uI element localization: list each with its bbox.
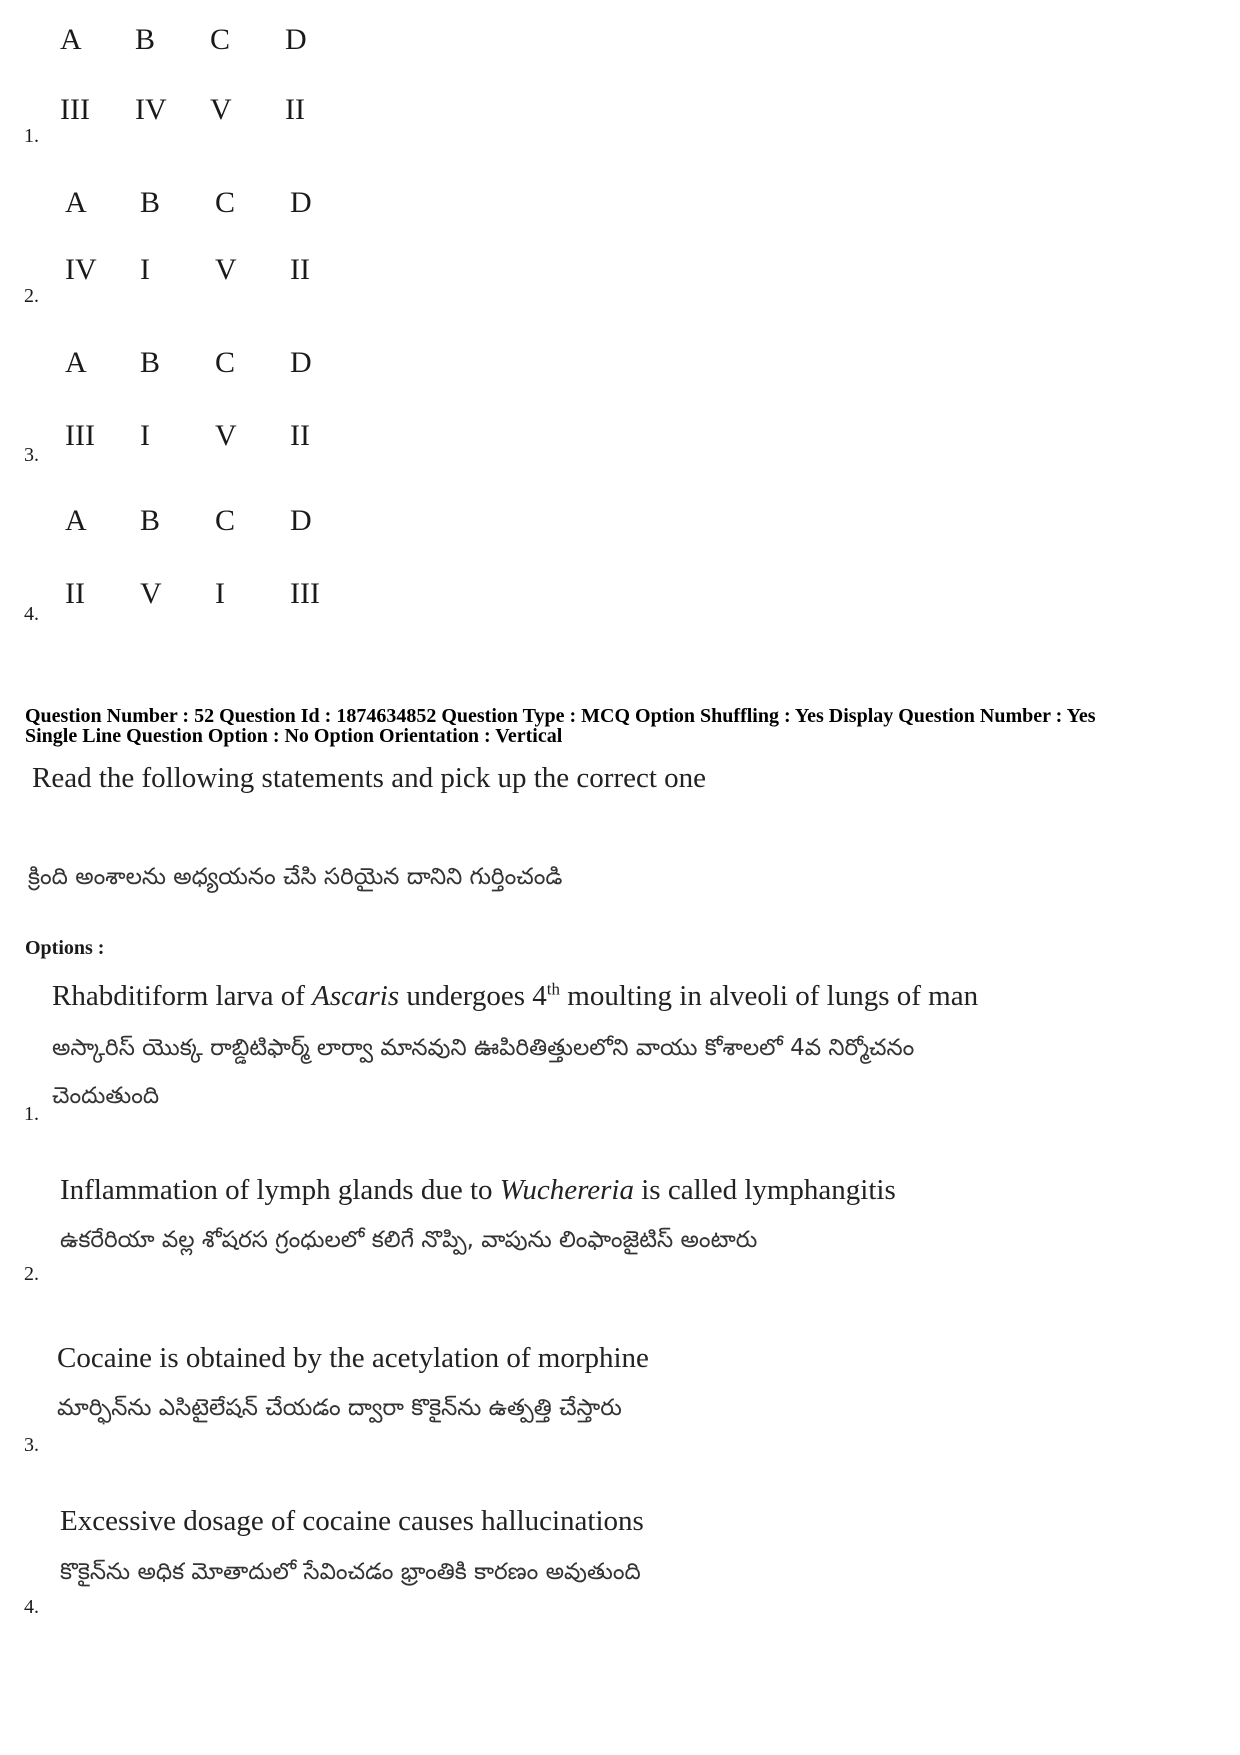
option-text-english <box>52 978 978 1014</box>
ordinal-superscript: th <box>546 979 561 999</box>
match-value: II <box>285 93 305 126</box>
match-header: A <box>65 346 87 379</box>
option-number: 2. <box>24 1263 39 1285</box>
option-text-segment: moulting in alveoli of lungs of man <box>560 980 979 1012</box>
option-number: 3. <box>24 444 39 466</box>
match-header: D <box>290 346 312 379</box>
option-number: 1. <box>24 125 39 147</box>
question-meta-line-2: Single Line Question Option : No Option Orientation : Vertical <box>25 725 563 747</box>
match-value: IV <box>135 93 167 126</box>
option-number: 1. <box>24 1103 39 1125</box>
option-text-telugu-continued: చెందుతుంది <box>52 1083 160 1109</box>
match-header: C <box>215 186 236 219</box>
option-text-segment: is called lymphangitis <box>634 1174 896 1206</box>
match-header: A <box>60 23 82 56</box>
match-header-row <box>60 20 340 60</box>
option-text-english: Excessive dosage of cocaine causes hallucinations <box>60 1505 644 1537</box>
match-value: V <box>215 419 237 452</box>
question-text-telugu: క్రింది అంశాలను అధ్యయనం చేసి సరియైన దానిని గుర్తించండి <box>28 864 563 890</box>
option-text-telugu: కొకైన్‌ను అధిక మోతాదులో సేవించడం భ్రాంతికి కారణం అవుతుంది <box>60 1559 641 1585</box>
match-header-row <box>60 183 340 223</box>
match-header-row <box>60 501 340 541</box>
match-header: C <box>210 23 231 56</box>
match-header: B <box>135 23 156 56</box>
option-number: 2. <box>24 285 39 307</box>
option-number: 4. <box>24 603 39 625</box>
match-value: I <box>140 419 150 452</box>
match-value: V <box>210 93 232 126</box>
match-header: C <box>215 504 236 537</box>
match-value-row <box>60 416 340 456</box>
species-name: Ascaris <box>312 980 400 1012</box>
match-value: V <box>140 577 162 610</box>
species-name: Wuchereria <box>499 1174 634 1206</box>
match-header: B <box>140 504 161 537</box>
match-value: I <box>140 253 150 286</box>
match-value: II <box>65 577 85 610</box>
options-label: Options : <box>25 937 105 959</box>
match-value: III <box>290 577 320 610</box>
match-header: B <box>140 346 161 379</box>
match-value: II <box>290 419 310 452</box>
option-text-telugu: ఉకరేరియా వల్ల శోషరస గ్రంధులలో కలిగే నొప్పి, వాపును లింఫాంజైటిస్ అంటారు <box>60 1227 758 1253</box>
option-text-english <box>60 1172 896 1208</box>
option-number: 4. <box>24 1596 39 1618</box>
match-header: D <box>290 186 312 219</box>
match-value: IV <box>65 253 97 286</box>
option-text-telugu: మార్ఫిన్‌ను ఎసిటైలేషన్ చేయడం ద్వారా కొకైన్‌ను ఉత్పత్తి చేస్తారు <box>57 1395 622 1421</box>
question-meta-line-1: Question Number : 52 Question Id : 1874634852 Question Type : MCQ Option Shuffling : Yes Display Question Number : Yes <box>25 705 1096 727</box>
option-text-segment: undergoes 4 <box>399 980 547 1012</box>
match-header: A <box>65 186 87 219</box>
option-text-segment: Rhabditiform larva of <box>52 980 313 1012</box>
match-value-row <box>60 574 340 614</box>
match-value: II <box>290 253 310 286</box>
match-value-row <box>60 250 340 290</box>
match-value: III <box>65 419 95 452</box>
option-text-telugu: అస్కారిస్ యొక్క రాబ్డిటిఫార్మ్ లార్వా మానవుని ఊపిరితిత్తులలోని వాయు కోశాలలో 4వ నిర్మోచనం <box>52 1035 915 1061</box>
match-header: A <box>65 504 87 537</box>
option-text-segment: Inflammation of lymph glands due to <box>60 1174 500 1206</box>
question-text-english: Read the following statements and pick up the correct one <box>32 762 707 794</box>
match-header: D <box>290 504 312 537</box>
match-header: B <box>140 186 161 219</box>
match-value: III <box>60 93 90 126</box>
match-header: D <box>285 23 307 56</box>
match-header-row <box>60 343 340 383</box>
match-header: C <box>215 346 236 379</box>
option-text-english: Cocaine is obtained by the acetylation of morphine <box>57 1342 649 1374</box>
match-value: V <box>215 253 237 286</box>
option-number: 3. <box>24 1434 39 1456</box>
match-value-row <box>60 90 340 130</box>
match-value: I <box>215 577 225 610</box>
